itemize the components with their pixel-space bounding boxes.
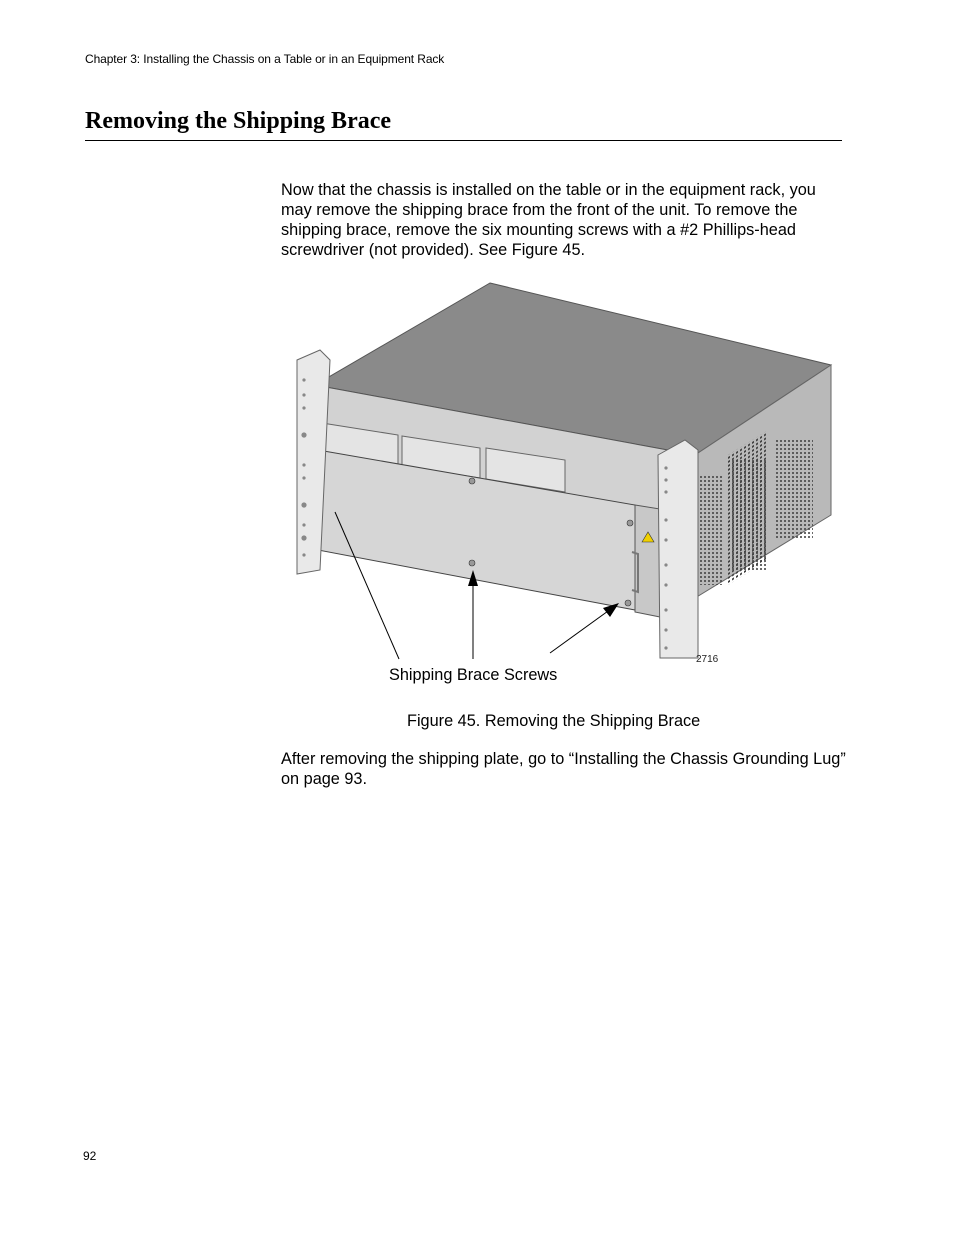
after-paragraph: After removing the shipping plate, go to “Installing the Chassis Grounding Lug” on page 93. (281, 750, 846, 788)
running-header: Chapter 3: Installing the Chassis on a Table or in an Equipment Rack (85, 52, 445, 66)
callout-line (550, 606, 615, 653)
screw (627, 520, 633, 526)
page-number: 92 (83, 1149, 97, 1163)
figure-caption: Figure 45. Removing the Shipping Brace (407, 712, 701, 730)
intro-paragraph: Now that the chassis is installed on the table or in the equipment rack, you may remove the shipping brace from the front of the unit. To remove the shipping brace, remove the six mounting screws with a #2 Phillips-head screwdriver (not provided). See Figure 45. (281, 181, 816, 259)
screw (469, 478, 475, 484)
chassis-illustration (280, 280, 840, 680)
title-rule (85, 140, 842, 141)
section-title: Removing the Shipping Brace (85, 108, 392, 134)
figure-art-number: 2716 (696, 654, 719, 665)
right-rack-rail (658, 440, 698, 658)
screw (625, 600, 631, 606)
callout-label: Shipping Brace Screws (389, 666, 558, 684)
screw (469, 560, 475, 566)
